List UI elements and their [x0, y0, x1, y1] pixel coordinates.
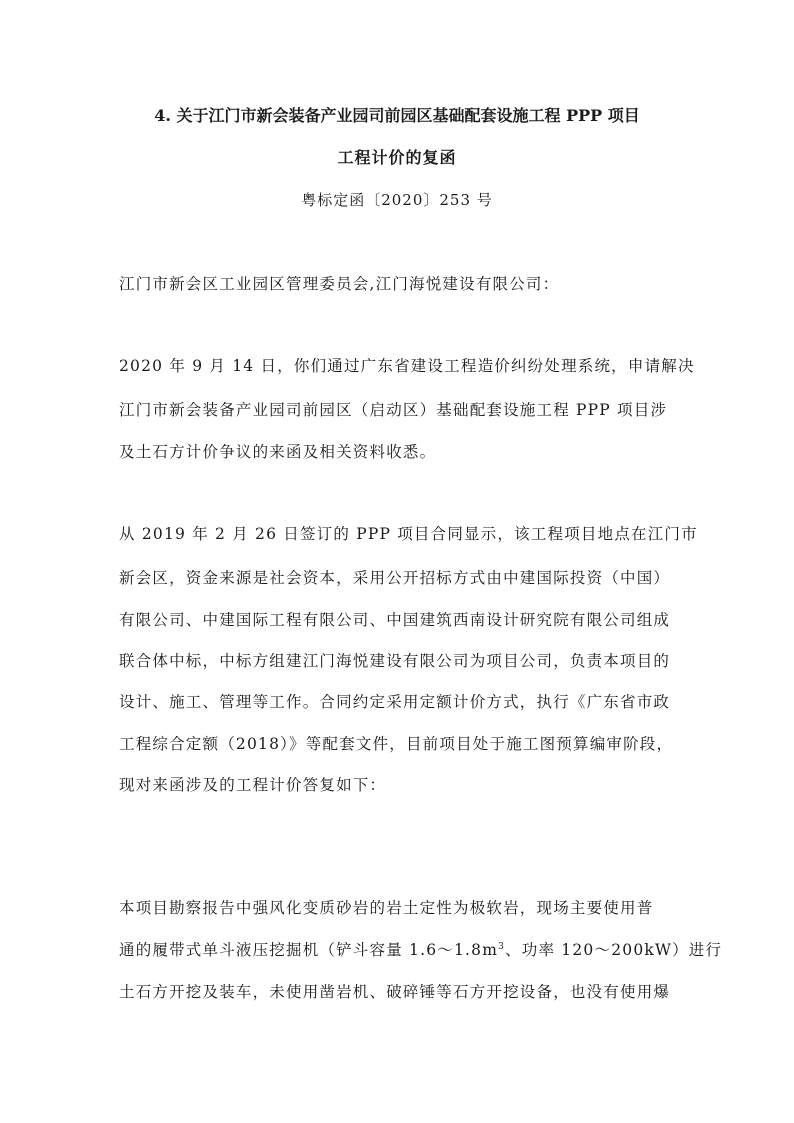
- paragraph-1-line: 江门市新会装备产业园司前园区（启动区）基础配套设施工程 PPP 项目涉: [119, 401, 668, 419]
- document-title-line-2: 工程计价的复函: [337, 148, 457, 167]
- paragraph-2-line: 设计、施工、管理等工作。合同约定采用定额计价方式，执行《广东省市政: [119, 693, 671, 711]
- paragraph-1-line: 2020 年 9 月 14 日，你们通过广东省建设工程造价纠纷处理系统，申请解决: [119, 357, 695, 375]
- paragraph-2-line: 工程综合定额（2018）》等配套文件，目前项目处于施工图预算编审阶段，: [119, 735, 674, 753]
- paragraph-2-line: 联合体中标，中标方组建江门海悦建设有限公司为项目公司，负责本项目的: [119, 652, 671, 670]
- paragraph-3-line: [119, 940, 723, 960]
- paragraph-2-line: 现对来函涉及的工程计价答复如下：: [119, 776, 387, 794]
- addressee: 江门市新会区工业园区管理委员会,江门海悦建设有限公司：: [119, 275, 560, 293]
- paragraph-3-line: 土石方开挖及装车，未使用凿岩机、破碎锤等石方开挖设备，也没有使用爆: [119, 983, 671, 1001]
- paragraph-1-line: 及土石方计价争议的来函及相关资料收悉。: [119, 443, 437, 461]
- document-title-line-1: 4. 关于江门市新会装备产业园司前园区基础配套设施工程 PPP 项目: [154, 106, 640, 125]
- paragraph-3-text: 通的履带式单斗液压挖掘机（铲斗容量 1.6～1.8m: [119, 941, 499, 959]
- superscript-exponent: 3: [498, 941, 506, 952]
- paragraph-2-line: 有限公司、中建国际工程有限公司、中国建筑西南设计研究院有限公司组成: [119, 611, 671, 629]
- paragraph-2-line: 新会区，资金来源是社会资本，采用公开招标方式由中建国际投资（中国）: [119, 569, 671, 587]
- document-number: 粤标定函〔2020〕253 号: [301, 191, 493, 209]
- paragraph-2-line: 从 2019 年 2 月 26 日签订的 PPP 项目合同显示，该工程项目地点在江门市: [119, 525, 698, 543]
- paragraph-3-line: 本项目勘察报告中强风化变质砂岩的岩土定性为极软岩，现场主要使用普: [119, 899, 654, 917]
- paragraph-3-text: 、功率 120～200kW）进行: [505, 941, 723, 959]
